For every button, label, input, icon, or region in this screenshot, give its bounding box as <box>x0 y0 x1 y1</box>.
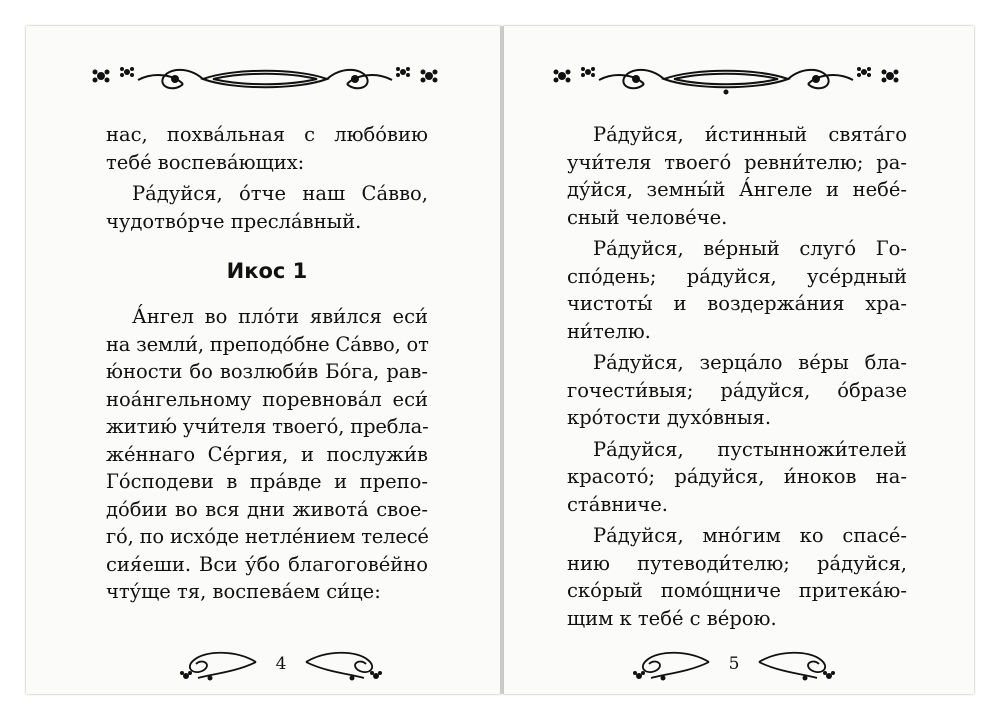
text-line: спо́день; ра́дуйся, усе́рдный <box>567 264 907 288</box>
text-line: тебе́ воспева́ющих: <box>106 150 305 174</box>
left-folio <box>176 646 386 686</box>
text-line: ю́ности бо возлюби́в Бо́га, рав- <box>106 360 428 383</box>
text-line: Ра́дуйся, зерца́ло ве́ры бла- <box>593 351 907 374</box>
text-line: нас, похва́льная с любо́вию <box>106 123 428 146</box>
text-line: Ра́дуйся, мно́гим ко спасе́- <box>593 524 907 547</box>
page-number: 5 <box>728 654 740 674</box>
text-line: ду́йся, земны́й А́нгеле и небе́- <box>567 178 907 201</box>
text-line: Ра́дуйся, о́тче наш Са́вво, <box>132 182 428 205</box>
text-line: Ра́дуйся, ве́рный слуго́ Го- <box>593 237 907 260</box>
text-line: житию́ учи́теля твоего́, пребла- <box>106 415 429 438</box>
ornament-footer-left-icon <box>629 646 713 686</box>
ikos-heading: Икос 1 <box>226 259 308 283</box>
text-line: ско́рый помо́щниче притека́ю- <box>567 579 907 602</box>
text-line: А́нгел во пло́ти яви́лся еси́ <box>132 305 428 328</box>
text-line: щим к тебе́ с ве́рою. <box>567 606 777 630</box>
text-line: гочести́выя; ра́дуйся, о́бразе <box>567 378 907 402</box>
paragraph <box>567 235 907 345</box>
text-line: ста́вниче. <box>567 492 668 516</box>
paragraph <box>567 522 907 632</box>
right-folio <box>629 646 839 686</box>
paragraph <box>567 349 907 432</box>
ornament-footer-right-icon <box>302 646 386 686</box>
left-text-block <box>106 121 428 610</box>
ornament-top-vignette-icon <box>544 62 908 96</box>
paragraph <box>106 180 428 235</box>
right-page <box>503 26 974 694</box>
ornament-top-vignette-icon <box>83 62 447 96</box>
text-line: на земли́, преподо́бне Са́вво, от <box>106 332 429 356</box>
text-line: ноа́нгельному поревнова́л еси́ <box>106 387 428 411</box>
text-line: до́бии во вся дни живота́ свое- <box>106 497 428 521</box>
text-line: нию путеводи́телю; ра́дуйся, <box>567 551 907 575</box>
text-line: чудотво́рче пресла́вный. <box>106 209 362 233</box>
paragraph <box>106 121 428 176</box>
page-number: 4 <box>275 654 287 674</box>
text-line: же́ннаго Се́ргия, и послужи́в <box>106 442 428 466</box>
paragraph <box>567 121 907 231</box>
text-line: сия́еши. Вси у́бо благогове́йно <box>106 552 428 576</box>
text-line: го́, по исхо́де нетле́нием телесе́ <box>106 525 429 548</box>
text-line: Ра́дуйся, и́стинный свята́го <box>593 123 907 146</box>
ornament-footer-right-icon <box>755 646 839 686</box>
text-line: учи́теля твоего́ ревни́телю; ра- <box>567 150 907 174</box>
left-page <box>26 26 501 694</box>
ornament-footer-left-icon <box>176 646 260 686</box>
text-line: Го́сподеви в пра́вде и препо- <box>106 470 428 493</box>
text-line: чту́ще тя, воспева́ем си́це: <box>106 580 381 603</box>
text-line: кро́тости духо́вныя. <box>567 406 772 429</box>
right-text-block <box>567 121 907 636</box>
text-line: красото́; ра́дуйся, и́ноков на- <box>567 465 907 488</box>
text-line: сный челове́че. <box>567 205 728 229</box>
ikos-paragraph <box>106 303 428 606</box>
text-line: ни́телю. <box>567 319 651 343</box>
text-line: Ра́дуйся, пустынножи́телей <box>593 437 907 461</box>
text-line: чистоты́ и воздержа́ния хра- <box>567 292 907 315</box>
paragraph <box>567 436 907 519</box>
